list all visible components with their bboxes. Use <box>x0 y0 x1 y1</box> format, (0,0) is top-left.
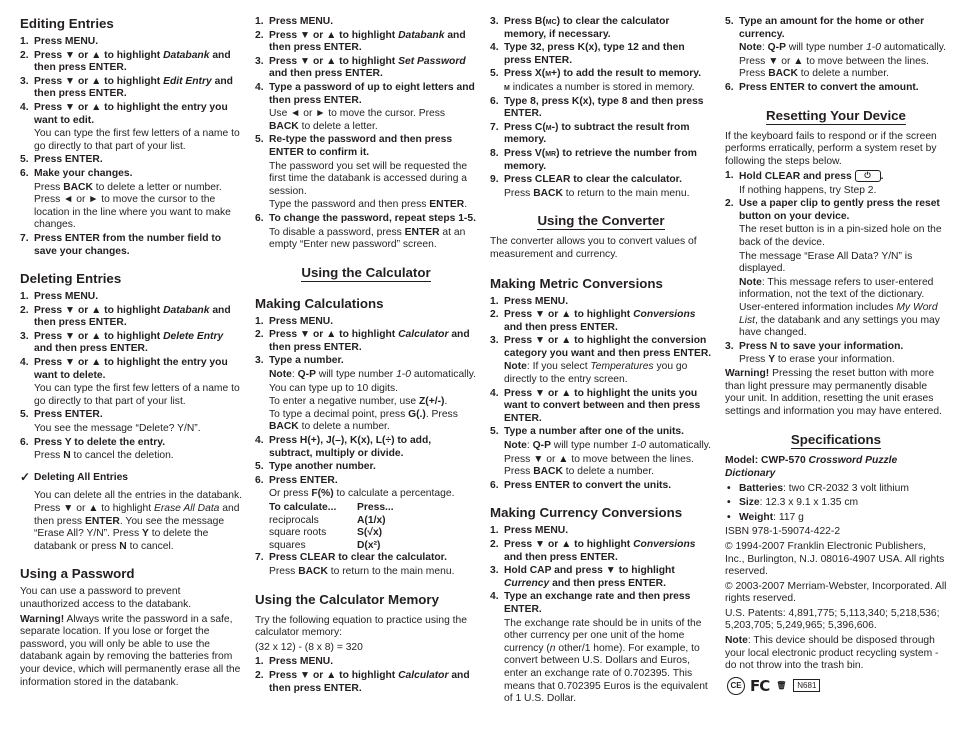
mem-step-1: 1. Press MENU. <box>255 656 334 668</box>
edit-step-6-body: Press BACK to delete a letter or number. Press ◄ or ► to move the cursor to the location in the line where you want to make changes. <box>34 181 231 231</box>
edit-step-5: 5. Press ENTER. <box>20 154 103 166</box>
edit-step-4-body: You can type the first few letters of a name to go directly to that part of your list. <box>34 128 240 152</box>
specifications-heading: Specifications <box>790 432 882 448</box>
calc-step-3-body-2: You can type up to 10 digits. <box>269 382 398 394</box>
calc-step-3-note: Note: Q-P will type number 1-0 automatically. <box>269 369 477 381</box>
calc-step-3-body-3: To enter a negative number, use Z(+/-). To type a decimal point, press G(.). Press BACK to delete a number. <box>269 396 458 433</box>
currency-step-6: 6. Press ENTER to convert the amount. <box>725 81 919 93</box>
calc-step-7-body: Press BACK to return to the main menu. <box>269 565 455 577</box>
deleting-entries-heading: Deleting Entries <box>20 271 122 287</box>
reset-step-3: 3. Press N to save your information. <box>725 340 904 352</box>
resetting-device-heading: Resetting Your Device <box>766 107 906 123</box>
calc-step-2: 2. Press ▼ or ▲ to highlight Calculator and then press ENTER. <box>255 329 470 353</box>
column-4 <box>725 16 947 695</box>
pw-step-5: 5. Re-type the password and then press ENTER to confirm it. <box>255 134 453 158</box>
calc-step-4: 4. Press H(+), J(–), K(x), L(÷) to add, subtract, multiply or divide. <box>255 435 432 459</box>
mem-step-9: 9. Press CLEAR to clear the calculator. <box>490 174 682 186</box>
mem-step-7: 7. Press C(m-) to subtract the result from memory. <box>490 121 690 146</box>
mem-step-6: 6. Type 8, press K(x), type 8 and then press ENTER. <box>490 95 704 120</box>
delete-step-6-body: Press N to cancel the deletion. <box>34 450 174 462</box>
calc-step-5: 5. Type another number. <box>255 461 376 473</box>
pw-step-5-body-1: The password you set will be requested the first time the databank is accessed during a session. <box>269 160 468 197</box>
disposal-note: Note: This device should be disposed through your local electronic product recycling system - do not throw into the trash bin. <box>725 635 939 672</box>
memory-intro: Try the following equation to practice using the calculator memory: <box>255 614 467 639</box>
currency-step-5: 5. Type an amount for the home or other currency. <box>725 16 925 40</box>
pw-step-1: 1. Press MENU. <box>255 16 334 27</box>
metric-step-6: 6. Press ENTER to convert the units. <box>490 479 672 491</box>
metric-step-3-note: Note: If you select Temperatures you go directly to the entry screen. <box>504 361 688 386</box>
edit-step-3: 3. Press ▼ or ▲ to highlight Edit Entry and then press ENTER. <box>20 75 233 100</box>
currency-step-4-body: The exchange rate should be in units of the other currency per one unit of the home currency (n other/1 home). For example, to convert between U.S. Dollars and Euros, enter an exchange rate of 0.702395. This means that 0.702395 Euros is the equivalent of 1 U.S. Dollar. <box>504 617 708 705</box>
edit-step-6: 6. Make your changes. <box>20 167 133 179</box>
metric-step-3: 3. Press ▼ or ▲ to highlight the conversion category you want and then press ENTER. <box>490 335 712 359</box>
pw-step-3: 3. Press ▼ or ▲ to highlight Set Password and then press ENTER. <box>255 55 466 80</box>
reset-step-2: 2. Use a paper clip to gently press the reset button on your device. <box>725 198 940 222</box>
compliance-logos <box>725 677 947 695</box>
currency-step-3: 3. Hold CAP and press ▼ to highlight Currency and then press ENTER. <box>490 565 675 589</box>
pw-step-5-body-2: Type the password and then press ENTER. <box>269 199 468 211</box>
delete-step-1: 1. Press MENU. <box>20 291 99 303</box>
converter-intro: The converter allows you to convert values of measurement and currency. <box>490 236 697 260</box>
reset-intro: If the keyboard fails to respond or if the screen performs erratically, perform a system reset by following the steps below. <box>725 130 937 167</box>
reset-step-2-body-1: The reset button is in a pin-sized hole on the back of the device. <box>739 224 942 249</box>
using-converter-heading: Using the Converter <box>537 213 665 229</box>
calc-table-header: To calculate... Press... <box>269 502 394 513</box>
reset-step-3-body: Press Y to erase your information. <box>739 354 895 366</box>
using-calculator-heading: Using the Calculator <box>301 264 431 280</box>
reset-step-2-body-2: The message “Erase All Data? Y/N” is displayed. <box>739 250 913 275</box>
reset-step-1: 1. Hold CLEAR and press ⏻ . <box>725 170 884 183</box>
password-warning: Warning! Always write the password in a safe, separate location. If you lose or forget the password, you will only be able to use the databank again by removing the batteries from your device, which will permanently erase all the information stored in the databank. <box>20 613 241 688</box>
metric-step-2: 2. Press ▼ or ▲ to highlight Conversions and then press ENTER. <box>490 309 696 333</box>
column-2 <box>255 16 477 696</box>
mem-step-4: 4. Type 32, press K(x), type 12 and then press ENTER. <box>490 42 685 66</box>
delete-step-4-body: You can type the first few letters of a name to go directly to that part of your list. <box>34 383 240 407</box>
patents: U.S. Patents: 4,891,775; 5,113,340; 5,218,536; 5,203,705; 5,249,965; 5,396,606. <box>725 607 940 632</box>
calc-step-6-body: Or press F(%) to calculate a percentage. <box>269 488 455 500</box>
ce-mark-icon: CE <box>727 677 745 695</box>
edit-step-4: 4. Press ▼ or ▲ to highlight the entry you want to edit. <box>20 101 228 126</box>
currency-step-5-note: Note: Q-P will type number 1-0 automatically. <box>739 42 947 54</box>
spec-batteries: • Batteries: two CR-2032 3 volt lithium <box>727 482 909 494</box>
fcc-logo-icon: FC <box>750 676 770 695</box>
calc-step-1: 1. Press MENU. <box>255 315 334 327</box>
currency-step-1: 1. Press MENU. <box>490 525 569 537</box>
model-code: N681 <box>793 679 820 692</box>
delete-step-3: 3. Press ▼ or ▲ to highlight Delete Entry and then press ENTER. <box>20 330 224 355</box>
power-button-icon: ⏻ <box>855 170 881 182</box>
copyright-merriam: © 2003-2007 Merriam-Webster, Incorporated. All rights reserved. <box>725 580 947 605</box>
mem-step-9-body: Press BACK to return to the main menu. <box>504 187 690 199</box>
calc-step-7: 7. Press CLEAR to clear the calculator. <box>255 552 447 564</box>
using-password-heading: Using a Password <box>20 566 135 582</box>
password-intro: You can use a password to prevent unauthorized access to the databank. <box>20 586 192 610</box>
isbn: ISBN 978-1-59074-422-2 <box>725 526 841 538</box>
delete-step-5-body: You see the message “Delete? Y/N”. <box>34 423 201 435</box>
checkmark-icon: ✓ <box>20 469 31 484</box>
metric-step-5-note: Note: Q-P will type number 1-0 automatically. <box>504 440 712 452</box>
pw-step-6-body: To disable a password, press ENTER at an empty “Enter new password” screen. <box>269 226 466 251</box>
mem-step-5-body: m indicates a number is stored in memory. <box>504 81 695 93</box>
metric-step-1: 1. Press MENU. <box>490 295 569 307</box>
mem-step-3: 3. Press B(mc) to clear the calculator memory, if necessary. <box>490 16 670 40</box>
making-calculations-heading: Making Calculations <box>255 295 384 311</box>
reset-step-1-body: If nothing happens, try Step 2. <box>739 184 877 196</box>
mem-step-5: 5. Press X(m+) to add the result to memory. <box>490 68 702 80</box>
edit-step-1: 1. Press MENU. <box>20 36 99 47</box>
delete-step-4: 4. Press ▼ or ▲ to highlight the entry you want to delete. <box>20 357 228 381</box>
calc-step-3: 3. Type a number. <box>255 355 344 367</box>
spec-weight: • Weight: 117 g <box>727 511 804 523</box>
delete-step-6: 6. Press Y to delete the entry. <box>20 436 166 448</box>
edit-step-7: 7. Press ENTER from the number field to save your changes. <box>20 232 222 257</box>
reset-step-2-note: Note: This message refers to user-entered information, not the text of the dictionary. User-entered information includes My Word List, the databank and any settings you may have changed. <box>739 276 940 339</box>
reset-warning: Warning! Pressing the reset button with more than light pressure may permanently disable your unit. In addition, resetting the unit erases settings and information you may have entered. <box>725 367 942 417</box>
currency-step-2: 2. Press ▼ or ▲ to highlight Conversions and then press ENTER. <box>490 539 696 563</box>
crossed-bin-icon: 🗑 <box>776 680 787 690</box>
calc-table-row: squares D(x²) <box>269 539 381 551</box>
column-3 <box>490 16 712 707</box>
metric-conversions-heading: Making Metric Conversions <box>490 275 663 291</box>
metric-step-4: 4. Press ▼ or ▲ to highlight the units you want to convert between and then press ENTER. <box>490 387 701 424</box>
pw-step-6: 6. To change the password, repeat steps 1-5. <box>255 212 476 224</box>
currency-conversions-heading: Making Currency Conversions <box>490 505 683 521</box>
deleting-all-entries-heading: ✓ Deleting All Entries <box>20 469 129 484</box>
column-1 <box>20 16 242 691</box>
calculator-memory-heading: Using the Calculator Memory <box>255 591 439 607</box>
calc-step-6: 6. Press ENTER. <box>255 474 338 486</box>
deleting-all-entries-body: You can delete all the entries in the databank. Press ▼ or ▲ to highlight Erase All Data and then press ENTER. You see the message “Erase All? Y/N”. Press Y to delete the databank or press N to cancel. <box>34 490 242 552</box>
currency-step-4: 4. Type an exchange rate and then press ENTER. <box>490 591 691 615</box>
editing-entries-heading: Editing Entries <box>20 16 114 31</box>
copyright-franklin: © 1994-2007 Franklin Electronic Publishers, Inc., Burlington, N.J. 08016-4907 USA. All rights reserved. <box>725 540 945 578</box>
calc-table-row: square roots S(√x) <box>269 527 383 539</box>
mem-step-8: 8. Press V(mr) to retrieve the number from memory. <box>490 147 697 172</box>
pw-step-4: 4. Type a password of up to eight letters and then press ENTER. <box>255 81 475 106</box>
model-line: Model: CWP-570 Crossword Puzzle Dictionary <box>725 455 898 479</box>
memory-equation: (32 x 12) - (8 x 8) = 320 <box>255 641 363 653</box>
pw-step-4-body: Use ◄ or ► to move the cursor. Press BACK to delete a letter. <box>269 108 446 132</box>
mem-step-2: 2. Press ▼ or ▲ to highlight Calculator and then press ENTER. <box>255 669 470 694</box>
metric-step-5-body: Press ▼ or ▲ to move between the lines. Press BACK to delete a number. <box>504 453 694 478</box>
metric-step-5: 5. Type a number after one of the units. <box>490 426 685 438</box>
spec-size: • Size: 12.3 x 9.1 x 1.35 cm <box>727 497 859 509</box>
delete-step-5: 5. Press ENTER. <box>20 409 103 421</box>
calc-table-row: reciprocals A(1/x) <box>269 514 386 526</box>
pw-step-2: 2. Press ▼ or ▲ to highlight Databank and then press ENTER. <box>255 29 466 54</box>
edit-step-2: 2. Press ▼ or ▲ to highlight Databank and then press ENTER. <box>20 49 231 74</box>
delete-step-2: 2. Press ▼ or ▲ to highlight Databank and then press ENTER. <box>20 304 231 329</box>
currency-step-5-body: Press ▼ or ▲ to move between the lines. Press BACK to delete a number. <box>739 55 929 80</box>
